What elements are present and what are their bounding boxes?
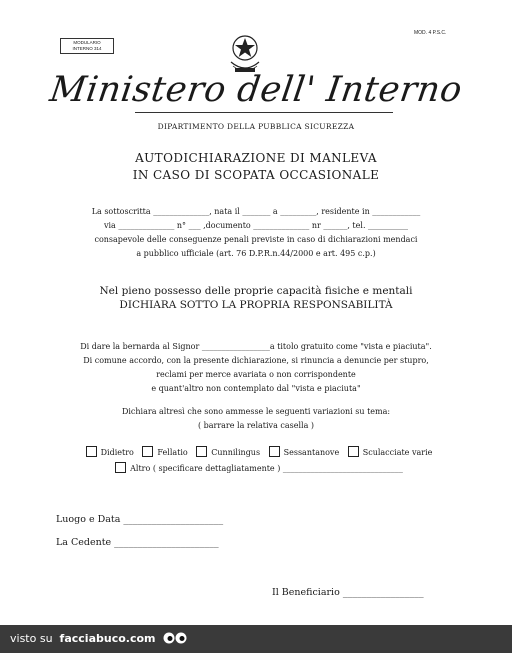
luogo-data-field[interactable]: Luogo e Data _____________________ xyxy=(56,514,224,525)
declaration-line2: DICHIARA SOTTO LA PROPRIA RESPONSABILITÀ xyxy=(119,299,393,311)
body-line2: Di comune accordo, con la presente dichiarazione, si rinuncia a denuncie per stupro, xyxy=(83,356,429,365)
checkbox-altro[interactable] xyxy=(115,462,126,473)
department-name: DIPARTIMENTO DELLA PUBBLICA SICUREZZA xyxy=(157,122,355,131)
mod-code: MOD. 4 P.S.C. xyxy=(414,30,447,36)
cedente-field[interactable]: La Cedente ______________________ xyxy=(56,537,219,548)
body-line3: reclami per merce avariata o non corrispondente xyxy=(156,370,356,379)
option-didietro-label: Didietro xyxy=(100,448,134,457)
body-line4: e quant'altro non contemplato dal "vista e piaciuta" xyxy=(151,384,361,393)
checkbox-sessantanove[interactable] xyxy=(269,446,280,457)
ministry-name: Ministero dell' Interno xyxy=(47,70,465,110)
option-fellatio-label: Fellatio xyxy=(157,448,188,457)
declaration-line1: Nel pieno possesso delle proprie capacità fisiche e mentali xyxy=(99,285,413,297)
document-title xyxy=(0,150,512,184)
body-line6: ( barrare la relativa casella ) xyxy=(197,421,315,430)
declaration-heading xyxy=(0,284,512,312)
beneficiario-field[interactable]: Il Beneficiario _________________ xyxy=(272,587,424,598)
intro-line4: a pubblico ufficiale (art. 76 D.P.R.n.44/2000 e art. 495 c.p.) xyxy=(136,249,376,258)
option-sculacciate-label: Sculacciate varie xyxy=(362,448,433,457)
footer-text xyxy=(10,632,156,645)
title-line2: IN CASO DI SCOPATA OCCASIONALE xyxy=(132,168,380,182)
footer-prefix: visto su xyxy=(10,632,53,645)
intro-line2: via ______________ n° ___ ,documento ______________ nr ______, tel. __________ xyxy=(103,221,409,230)
intro-line3: consapevole delle conseguenze penali previste in caso di dichiarazioni mendaci xyxy=(94,235,418,244)
intro-line1: La sottoscritta ______________, nata il _______ a _________, residente in ____________ xyxy=(91,207,421,216)
footer-bar xyxy=(0,625,512,653)
option-sessantanove-label: Sessantanove xyxy=(283,448,340,457)
checkbox-sculacciate[interactable] xyxy=(348,446,359,457)
footer-site-link[interactable]: facciabuco.com xyxy=(59,632,156,645)
body-line5: Dichiara altresì che sono ammesse le seguenti variazioni su tema: xyxy=(121,407,391,416)
title-line1: AUTODICHIARAZIONE DI MANLEVA xyxy=(135,151,377,165)
body-line1: Di dare la bernarda al Signor _________________a titolo gratuito come "vista e piaciuta". xyxy=(80,342,432,351)
modulario-line2: INTERNO 314 xyxy=(72,46,102,51)
checkbox-didietro[interactable] xyxy=(86,446,97,457)
checkbox-fellatio[interactable] xyxy=(142,446,153,457)
modulario-stamp xyxy=(60,38,114,54)
options-row1 xyxy=(0,446,512,457)
checkbox-cunnilingus[interactable] xyxy=(196,446,207,457)
googly-eyes-icon xyxy=(163,630,187,646)
options-row2 xyxy=(0,462,512,473)
modulario-line1: MODULARIO xyxy=(73,40,101,45)
option-altro-label: Altro ( specificare dettagliatamente ) ______________________________ xyxy=(130,464,403,473)
ministry-underline xyxy=(135,112,393,113)
option-cunnilingus-label: Cunnilingus xyxy=(211,448,261,457)
